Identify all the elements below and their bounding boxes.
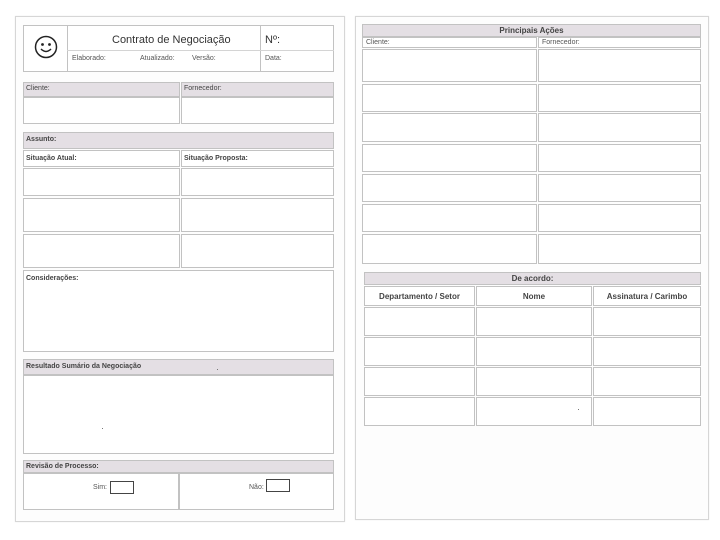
fornecedor-field[interactable] [181, 97, 334, 124]
consideracoes-label: Considerações: [26, 275, 79, 282]
acoes-cliente-cell[interactable] [362, 49, 537, 82]
acoes-cliente-cell[interactable] [362, 204, 537, 232]
situacao-atual-cell[interactable] [23, 168, 180, 196]
acoes-fornecedor-label: Fornecedor: [542, 39, 580, 46]
revisao-sim-cell [23, 473, 179, 510]
smiley-icon [34, 35, 58, 59]
nao-label: Não: [249, 484, 264, 491]
acoes-fornecedor-cell[interactable] [538, 49, 701, 82]
situacao-proposta-label: Situação Proposta: [184, 155, 248, 162]
assinatura-label: Assinatura / Carimbo [606, 292, 688, 301]
header-divider [67, 25, 68, 72]
resultado-label: Resultado Sumário da Negociação [26, 363, 142, 370]
acoes-fornecedor-cell[interactable] [538, 204, 701, 232]
acordo-departamento-cell[interactable] [364, 397, 475, 426]
nao-checkbox[interactable] [266, 479, 290, 492]
cliente-label: Cliente: [26, 85, 50, 92]
speck-mark [217, 369, 218, 370]
atualizado-label: Atualizado: [140, 55, 175, 62]
situacao-proposta-cell[interactable] [181, 198, 334, 232]
sim-checkbox[interactable] [110, 481, 134, 494]
acordo-departamento-cell[interactable] [364, 337, 475, 366]
acordo-departamento-cell[interactable] [364, 367, 475, 396]
acoes-fornecedor-cell[interactable] [538, 113, 701, 142]
acordo-nome-cell[interactable] [476, 397, 592, 426]
acoes-cliente-cell[interactable] [362, 84, 537, 112]
data-label: Data: [265, 55, 282, 62]
nome-label: Nome [522, 292, 546, 301]
situacao-atual-label: Situação Atual: [26, 155, 77, 162]
resultado-field[interactable] [23, 375, 334, 454]
acoes-cliente-cell[interactable] [362, 174, 537, 202]
acordo-departamento-cell[interactable] [364, 307, 475, 336]
versao-label: Versão: [192, 55, 216, 62]
departamento-label: Departamento / Setor [379, 292, 460, 301]
acoes-fornecedor-cell[interactable] [538, 174, 701, 202]
assunto-header [23, 132, 334, 149]
header-midline [67, 50, 334, 51]
speck-mark [578, 409, 579, 410]
acordo-assinatura-cell[interactable] [593, 367, 701, 396]
acoes-fornecedor-cell[interactable] [538, 144, 701, 172]
acordo-nome-cell[interactable] [476, 367, 592, 396]
form-title: Contrato de Negociação [112, 34, 231, 46]
acordo-assinatura-cell[interactable] [593, 307, 701, 336]
cliente-field[interactable] [23, 97, 180, 124]
header-divider-right [260, 25, 261, 72]
situacao-proposta-cell[interactable] [181, 168, 334, 196]
situacao-atual-cell[interactable] [23, 234, 180, 268]
acoes-cliente-cell[interactable] [362, 113, 537, 142]
situacao-atual-cell[interactable] [23, 198, 180, 232]
de-acordo-title: De acordo: [511, 274, 554, 283]
acordo-assinatura-cell[interactable] [593, 397, 701, 426]
revisao-nao-cell [179, 473, 334, 510]
acordo-assinatura-cell[interactable] [593, 337, 701, 366]
number-label: Nº: [265, 34, 281, 46]
assunto-label: Assunto: [26, 136, 57, 143]
consideracoes-field[interactable] [23, 270, 334, 352]
acoes-cliente-label: Cliente: [366, 39, 390, 46]
speck-mark [102, 428, 103, 429]
fornecedor-label: Fornecedor: [184, 85, 222, 92]
acoes-fornecedor-cell[interactable] [538, 234, 701, 264]
revisao-label: Revisão de Processo: [26, 463, 99, 470]
principais-acoes-title: Principais Ações [499, 26, 564, 35]
sim-label: Sim: [93, 484, 107, 491]
situacao-proposta-cell[interactable] [181, 234, 334, 268]
acoes-fornecedor-cell[interactable] [538, 84, 701, 112]
acordo-nome-cell[interactable] [476, 307, 592, 336]
elaborado-label: Elaborado: [72, 55, 106, 62]
acoes-cliente-cell[interactable] [362, 234, 537, 264]
header-block [23, 25, 334, 72]
acordo-nome-cell[interactable] [476, 337, 592, 366]
acoes-cliente-cell[interactable] [362, 144, 537, 172]
